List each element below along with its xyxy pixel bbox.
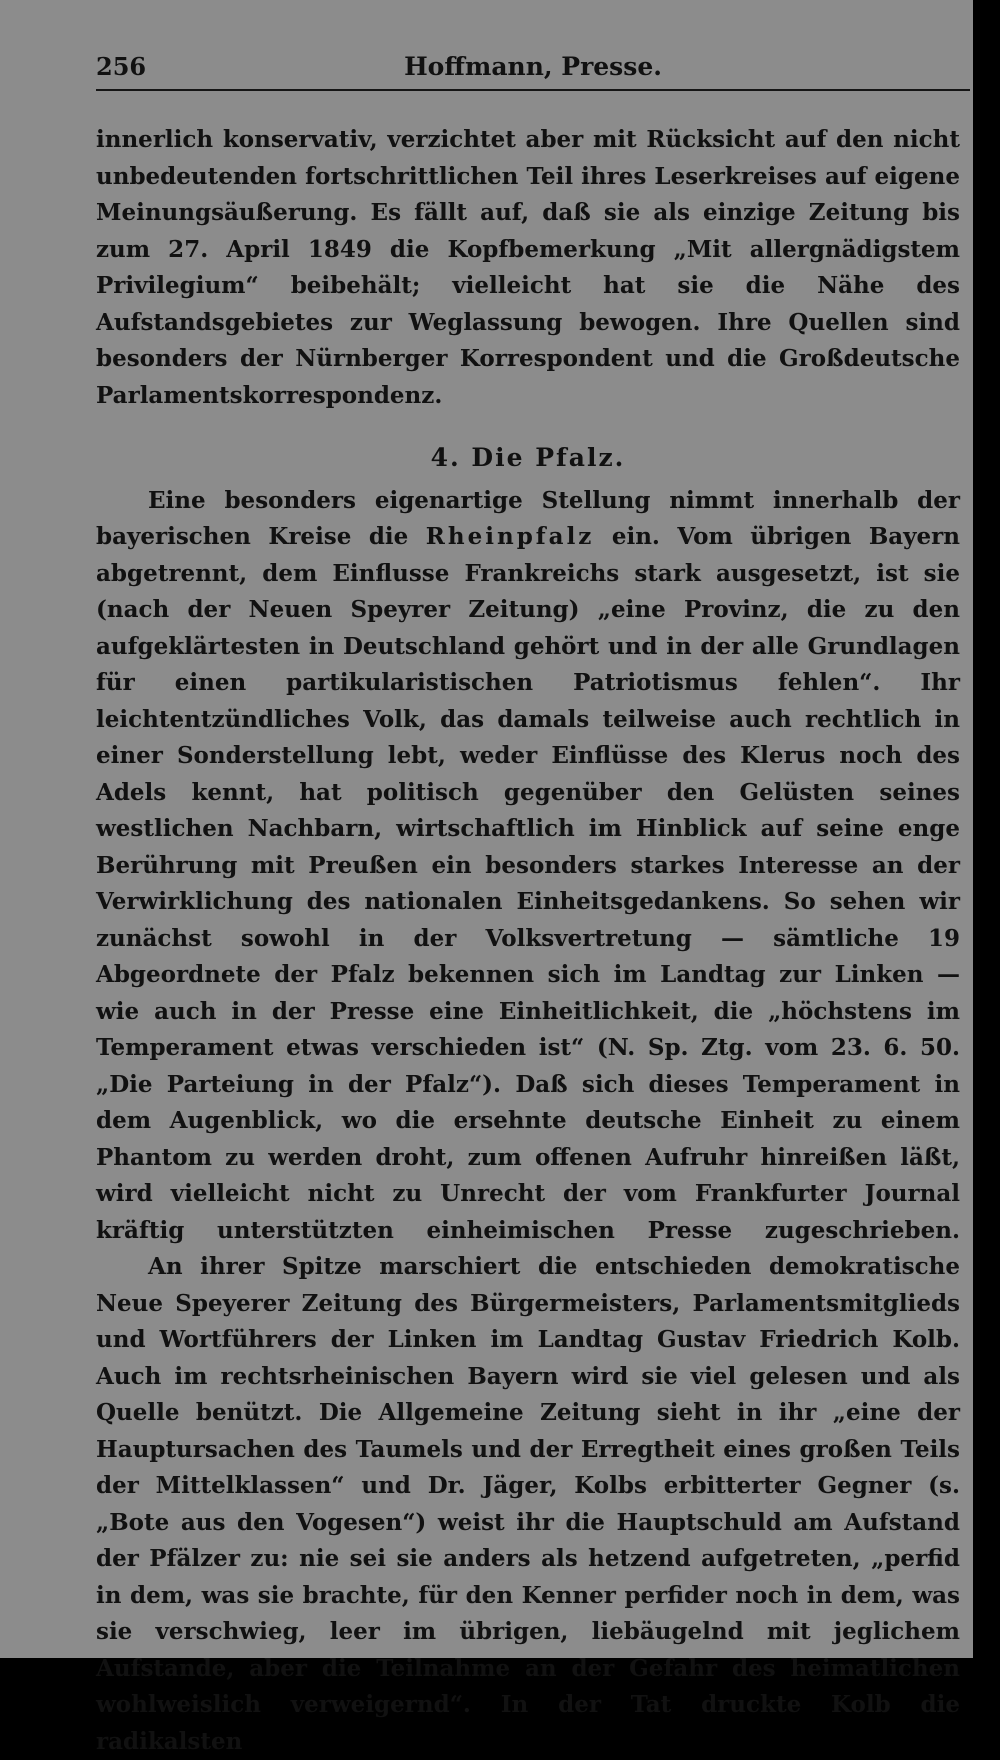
paragraph-3: An ihrer Spitze marschiert die entschieden demokratische Neue Speyerer Zeitung des Bürgermeisters, Parlamentsmitglieds und Wortführers der Linken im Landtag Gustav Friedrich Kolb. Auch im rechtsrheinischen Bayern wird sie viel gelesen und als Quelle benützt. Die Allgemeine Zeitung sieht in ihr „eine der Hauptursachen des Taumels und der Erregtheit eines großen Teils der Mittelklassen“ und Dr. Jäger, Kolbs erbitterter Gegner (s. „Bote aus den Vogesen“) weist ihr die Hauptschuld am Aufstand der Pfälzer zu: nie sei sie anders als hetzend aufgetreten, „perfid in dem, was sie brachte, für den Kenner perfider noch in dem, was sie verschwieg, leer im übrigen, liebäugelnd mit jeglichem Aufstande, aber die Teilnahme an der Gefahr des heimatlichen wohlweislich verweigernd“. In der Tat druckte Kolb die radikalsten xyxy=(96,1253,960,1755)
running-head: Hoffmann, Presse. xyxy=(404,52,662,81)
body-text xyxy=(96,122,960,1760)
header-rule xyxy=(96,89,970,91)
emphasized-term: Rheinpfalz xyxy=(425,523,595,550)
section-heading: 4. Die Pfalz. xyxy=(430,443,626,472)
paragraph-2-part-2: ein. Vom übrigen Bayern abgetrennt, dem Einflusse Frankreichs stark ausgesetzt, ist sie (nach der Neuen Speyrer Zeitung) „eine Provinz, die zu den aufgeklärtesten in Deutschland gehört und in der alle Grundlagen für einen partikularistischen Patriotismus fehlen“. Ihr leichtentzündliches Volk, das damals teilweise auch rechtlich in einer Sonderstellung lebt, weder Einflüsse des Klerus noch des Adels kennt, hat politisch gegenüber den Gelüsten seines westlichen Nachbarn, wirtschaftlich im Hinblick auf seine enge Berührung mit Preußen ein besonders starkes Interesse an der Verwirklichung des nationalen Einheitsgedankens. So sehen wir zunächst sowohl in der Volksvertretung — sämtliche 19 Abgeordnete der Pfalz bekennen sich im Landtag zur Linken — wie auch in der Presse eine Einheitlichkeit, die „höchstens im Temperament etwas verschieden ist“ (N. Sp. Ztg. vom 23. 6. 50. „Die Parteiung in der Pfalz“). Daß sich dieses Temperament in dem Augenblick, wo die ersehnte deutsche Einheit zu einem Phantom zu werden droht, zum offenen Aufruhr hinreißen läßt, wird vielleicht nicht zu Unrecht der vom Frankfurter Journal kräftig unterstützten einheimischen Presse zugeschrieben. xyxy=(96,523,960,1244)
page-number: 256 xyxy=(96,52,147,81)
paragraph-2 xyxy=(96,483,960,1250)
paragraph-1: innerlich konservativ, verzichtet aber mit Rücksicht auf den nicht unbedeutenden fortschrittlichen Teil ihres Leserkreises auf eigene Meinungsäußerung. Es fällt auf, daß sie als einzige Zeitung bis zum 27. April 1849 die Kopfbemerkung „Mit allergnädigstem Privilegium“ beibehält; vielleicht hat sie die Nähe des Aufstandsgebietes zur Weglassung bewogen. Ihre Quellen sind besonders der Nürnberger Korrespondent und die Großdeutsche Parlamentskorrespondenz. xyxy=(96,126,960,409)
page-header xyxy=(96,44,970,84)
paragraph-2-part-1: Eine besonders eigenartige Stellung nimmt innerhalb der bayerischen Kreise die xyxy=(96,486,960,550)
scan-edge xyxy=(973,0,1000,1658)
